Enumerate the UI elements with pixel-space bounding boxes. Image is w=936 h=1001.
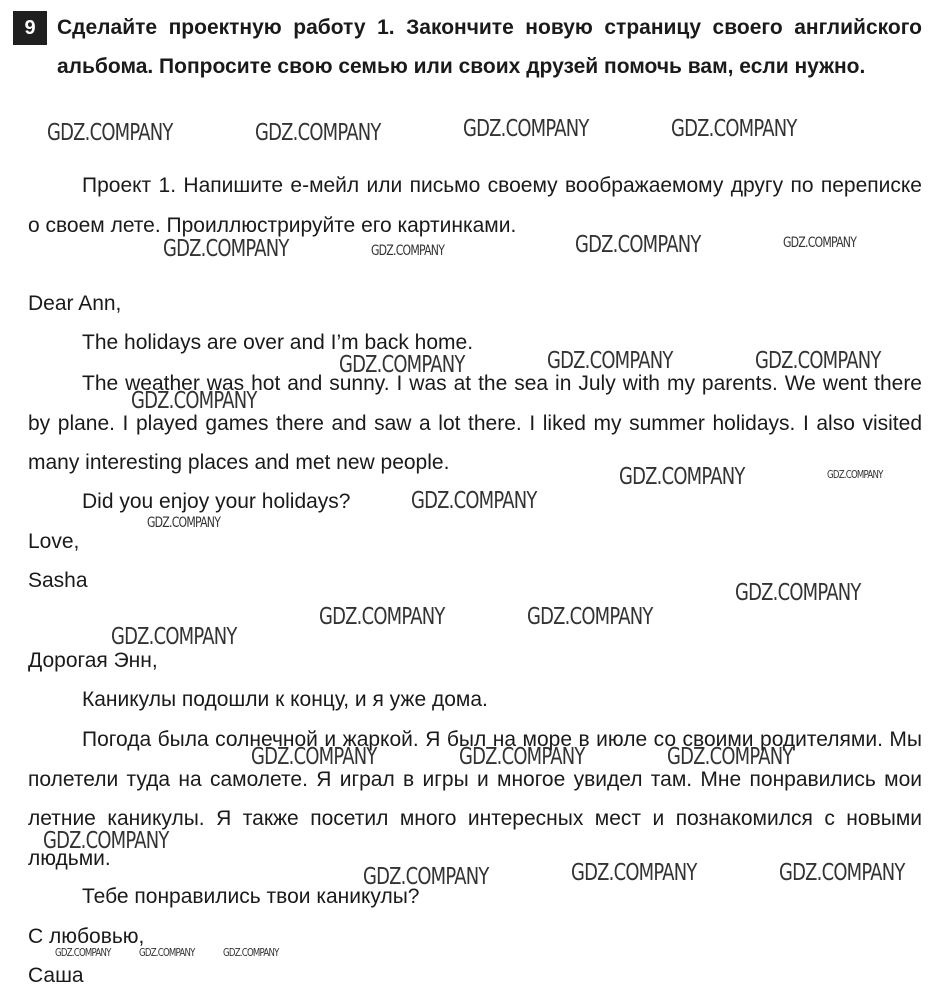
watermark: GDZ.COMPANY (735, 580, 861, 606)
watermark: GDZ.COMPANY (55, 946, 111, 959)
watermark: GDZ.COMPANY (131, 388, 257, 414)
letter-en-paragraph-1: The holidays are over and I’m back home. (82, 331, 474, 354)
watermark: GDZ.COMPANY (163, 236, 289, 262)
watermark: GDZ.COMPANY (47, 120, 173, 146)
letter-en-closing: Love, (28, 530, 80, 553)
task-number-badge: 9 (13, 11, 47, 45)
letter-ru-greeting: Дорогая Энн, (28, 649, 158, 672)
watermark: GDZ.COMPANY (363, 864, 489, 890)
watermark: GDZ.COMPANY (667, 744, 793, 770)
letter-ru-paragraph-3: Тебе понравились твои каникулы? (82, 885, 420, 908)
watermark: GDZ.COMPANY (459, 744, 585, 770)
watermark: GDZ.COMPANY (571, 860, 697, 886)
watermark: GDZ.COMPANY (527, 604, 653, 630)
watermark: GDZ.COMPANY (827, 468, 883, 481)
letter-ru-signature: Саша (28, 964, 84, 987)
watermark: GDZ.COMPANY (255, 120, 381, 146)
watermark: GDZ.COMPANY (779, 860, 905, 886)
watermark: GDZ.COMPANY (575, 232, 701, 258)
watermark: GDZ.COMPANY (463, 116, 589, 142)
watermark: GDZ.COMPANY (251, 744, 377, 770)
watermark: GDZ.COMPANY (139, 946, 195, 959)
letter-en-paragraph-3: Did you enjoy your holidays? (82, 490, 351, 513)
letter-ru-paragraph-2: Погода была солнечной и жаркой. Я был на море в июле со своими родителями. Мы полетели туда на самолете. Я играл в игры и многое увидел там. Мне понравились мои летние каникулы. Я также посетил много интересных мест и познакомился с новыми людьми. (28, 728, 922, 870)
watermark: GDZ.COMPANY (111, 624, 237, 650)
watermark: GDZ.COMPANY (223, 946, 279, 959)
letter-en-signature: Sasha (28, 569, 88, 592)
watermark: GDZ.COMPANY (619, 464, 745, 490)
watermark: GDZ.COMPANY (783, 235, 857, 251)
letter-en-greeting: Dear Ann, (28, 292, 122, 315)
letter-en-paragraph-2: The weather was hot and sunny. I was at the sea in July with my parents. We went there by plane. I played games there and saw a lot there. I liked my summer holidays. I also visited many interesting places and met new people. (28, 372, 922, 474)
watermark: GDZ.COMPANY (755, 348, 881, 374)
watermark: GDZ.COMPANY (43, 828, 169, 854)
project-description: Проект 1. Напишите е-мейл или письмо своему воображаемому другу по переписке о своем лете. Проиллюстрируйте его картинками. (28, 174, 922, 237)
task-instruction: Сделайте проектную работу 1. Закончите новую страницу своего английского альбома. Попросите свою семью или своих друзей помочь вам, если нужно. (57, 16, 922, 78)
watermark: GDZ.COMPANY (671, 116, 797, 142)
watermark: GDZ.COMPANY (411, 488, 537, 514)
watermark: GDZ.COMPANY (147, 515, 221, 531)
watermark: GDZ.COMPANY (547, 348, 673, 374)
watermark: GDZ.COMPANY (339, 352, 465, 378)
letter-ru-closing: С любовью, (28, 925, 145, 948)
letter-ru-paragraph-1: Каникулы подошли к концу, и я уже дома. (82, 688, 488, 711)
watermark: GDZ.COMPANY (371, 243, 445, 259)
watermark: GDZ.COMPANY (319, 604, 445, 630)
